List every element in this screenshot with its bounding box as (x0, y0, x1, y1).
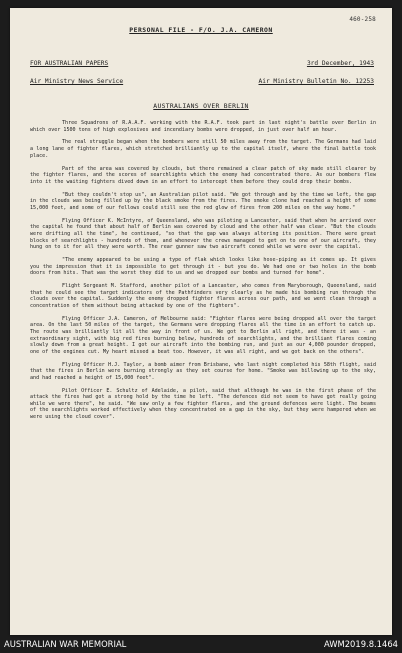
file-header: PERSONAL FILE - F/O. J.A. CAMERON (129, 26, 273, 34)
document-title: AUSTRALIANS OVER BERLIN (153, 102, 249, 110)
footer-institution: AUSTRALIAN WAR MEMORIAL (4, 639, 127, 649)
document-body (30, 120, 376, 427)
paragraph: "But they couldn't stop us", an Australian pilot said. "We got through and by the time we left, the gap in the clouds was being filled up by the black smoke from the fires. The smoke clone had reached a height of some 15,000 feet, and some of our fellows could still see the red glow of fires from 200 miles on the way home." (30, 191, 376, 211)
paragraph: Flying Officer H.J. Taylor, a bomb aimer from Brisbane, who last night completed his 58th flight, said that the fires in Berlin were burning strongly as they set course for home. "Smoke was billowing up to the sky, and had reached a height of 15,000 feet". (30, 361, 376, 381)
header-row-2 (30, 78, 374, 85)
header-row-1 (30, 60, 374, 67)
bulletin-number: Air Ministry Bulletin No. 12253 (258, 78, 374, 85)
paragraph: Flying Officer K. McIntyre, of Queensland, who was piloting a Lancaster, said that when he arrived over the capital he found that about half of Berlin was covered by cloud and the other half was clear. "But the clouds were drifting all the time", he continued, "so that the gap was always altering its position. There were great blocks of searchlights - hundreds of them, and whenever the crews managed to get on to one of our aircraft, they hung on to it for all they were worth. The rear gunner saw two aircraft coned while we were over the capital. (30, 217, 376, 251)
paragraph: Three Squadrons of R.A.A.F. working with the R.A.F. took part in last night's battle over Berlin in which over 1500 tons of high explosives and incendiary bombs were dropped, in just over half an hour. (30, 120, 376, 133)
paragraph: Flight Sergeant M. Stafford, another pilot of a Lancaster, who comes from Maryborough, Queensland, said that he could see the target indicators of the Pathfinders very clearly as he made his bombing run through the clouds over the capital. Suddenly the enemy dropped fighter flares across our path, and we went clean through a concentration of them without being attacked by one of the fighters". (30, 283, 376, 309)
paragraph: Flying Officer J.A. Cameron, of Melbourne said: "Fighter flares were being dropped all over the target area. On the last 50 miles of the target, the Germans were dropping flares all the time in an effort to catch up. The route was brilliantly lit all the way in front of us. We got to Berlin all right, and there it was - an extraordinary sight, with big red fires burning below, hundreds of searchlights, and the brilliant flares coming slowly down from a great height. I got our aircraft into the bombing run, and just as our 4,000 pounder dropped, one of the engines cut. My heart missed a beat too. However, it was all right, and we got back on the others". (30, 315, 376, 355)
paragraph: "The enemy appeared to be using a type of flak which looks like hose-piping as it comes up. It gives you the impression that it is impossible to get through it - but you do. We had one or two holes in the bomb doors from hits. That was the worst they did to us and we dropped our bombs and turned for home". (30, 256, 376, 277)
archive-footer (0, 635, 402, 653)
document-page (10, 8, 392, 635)
date-header: 3rd December, 1943 (306, 60, 374, 67)
paragraph: The real struggle began when the bombers were still 50 miles away from the target. The Germans had laid a long lane of fighter flares, which stretched brilliantly up to the capital itself, where the final battle took place. (30, 139, 376, 159)
left-header-1: FOR AUSTRALIAN PAPERS (30, 60, 109, 67)
paragraph: Pilot Officer E. Schultz of Adelaide, a pilot, said that although he was in the first phase of the attack the fires had got a strong hold by the time he left. "The defences did not seem to have got really going while we were there", he said. "We saw only a few fighter flares, and the ground defences were light. The beams of the searchlights worked effectively when they concentrated on a gap in the sky, but they were hampered when we were using the cloud cover". (30, 387, 376, 421)
footer-accession-number: AWM2019.8.1464 (323, 639, 398, 649)
paragraph: Part of the area was covered by clouds, but there remained a clear patch of sky made still clearer by the fighter flares, and the scores of searchlights which the enemy had concentrated there. As our bombers flew into it the waiting fighters dived down in an effort to intercept them before they could drop their bombs. (30, 165, 376, 185)
reference-stamp: 460-258 (349, 16, 376, 23)
news-service-header: Air Ministry News Service (30, 78, 124, 85)
